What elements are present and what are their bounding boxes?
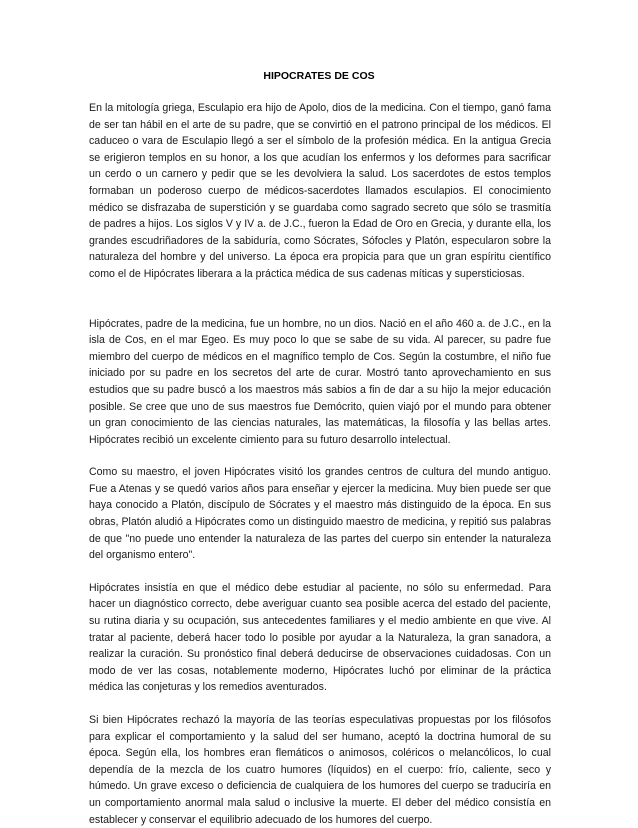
document-title: HIPOCRATES DE COS [263,70,375,82]
paragraph-humors: Si bien Hipócrates rechazó la mayoría de las teorías especulativas propuestas por los filósofos para explicar el comportamiento y la salud del ser humano, aceptó la doctrina humoral de su época. Según ella, los hombres eran flemáticos o animosos, coléricos o melancólicos, lo cual dependía de la mezcla de los cuatro humores (líquidos) en el cuerpo: frío, caliente, seco y húmedo. Un grave exceso o deficiencia de cualquiera de los humores del cuerpo se traduciría en un comportamiento anormal mala salud o inclusive la muerte. El deber del médico consistía en establecer y conservar el equilibrio adecuado de los humores del cuerpo. [89,714,551,826]
document-body [89,100,551,828]
paragraph-spacer [89,283,551,316]
paragraph-method: Hipócrates insistía en que el médico debe estudiar al paciente, no sólo su enfermedad. Para hacer un diagnóstico correcto, debe averiguar cuanto sea posible acerca del estado del paciente, su rutina diaria y su ocupación, sus antecedentes familiares y el medio ambiente en que vive. Al tratar al paciente, deberá hacer todo lo posible por ayudar a la Naturaleza, la gran sanadora, a realizar la curación. Su pronóstico final deberá deducirse de observaciones cuidadosas. Con un modo de ver las cosas, notablemente moderno, Hipócrates luchó por eliminar de la práctica médica las conjeturas y los remedios aventurados. [89,581,551,694]
paragraph-spacer [89,696,551,712]
paragraph-spacer [89,448,551,464]
paragraph-travels: Como su maestro, el joven Hipócrates visitó los grandes centros de cultura del mundo antiguo. Fue a Atenas y se quedó varios años para enseñar y ejercer la medicina. Muy bien puede ser que haya conocido a Platón, discípulo de Sócrates y el maestro más distinguido de la época. En sus obras, Platón aludió a Hipócrates como un distinguido maestro de medicina, y repitió sus palabras de que "no puede uno entender la naturaleza de las partes del cuerpo sin entender la naturaleza del organismo entero". [89,466,551,562]
paragraph-spacer [89,564,551,580]
paragraph-mythology: En la mitología griega, Esculapio era hijo de Apolo, dios de la medicina. Con el tiempo, ganó fama de ser tan hábil en el arte de su padre, que se convirtió en el patrono principal de los médicos. El caduceo o vara de Esculapio llegó a ser el símbolo de la profesión médica. En la antigua Grecia se erigieron templos en su honor, a los que acudían los enfermos y los deformes para sacrificar un cerdo o un carnero y pedir que se les devolviera la salud. Los sacerdotes de estos templos formaban un poderoso cuerpo de médicos-sacerdotes llamados esculapios. El conocimiento médico se disfrazaba de superstición y se guardaba como sagrado secreto que sólo se trasmitía de padres a hijos. Los siglos V y IV a. de J.C., fueron la Edad de Oro en Grecia, y durante ella, los grandes escudriñadores de la sabiduría, como Sócrates, Sófocles y Platón, especularon sobre la naturaleza del hombre y del universo. La época era propicia para que un gran espíritu científico como el de Hipócrates liberara a la práctica médica de sus cadenas míticas y supersticiosas. [89,102,551,280]
paragraph-biography: Hipócrates, padre de la medicina, fue un hombre, no un dios. Nació en el año 460 a. de J.C., en la isla de Cos, en el mar Egeo. Es muy poco lo que se sabe de su vida. Al parecer, su padre fue miembro del cuerpo de médicos en el magnífico templo de Cos. Según la costumbre, el niño fue iniciado por su padre en los secretos del arte de curar. Mostró tanto aprovechamiento en sus estudios que su padre buscó a los maestros más sabios a fin de dar a su hijo la mejor educación posible. Se cree que uno de sus maestros fue Demócrito, quien viajó por el mundo para obtener un gran conocimiento de las ciencias naturales, las matemáticas, la filosofía y las bellas artes. Hipócrates recibió un excelente cimiento para su futuro desarrollo intelectual. [89,317,551,446]
